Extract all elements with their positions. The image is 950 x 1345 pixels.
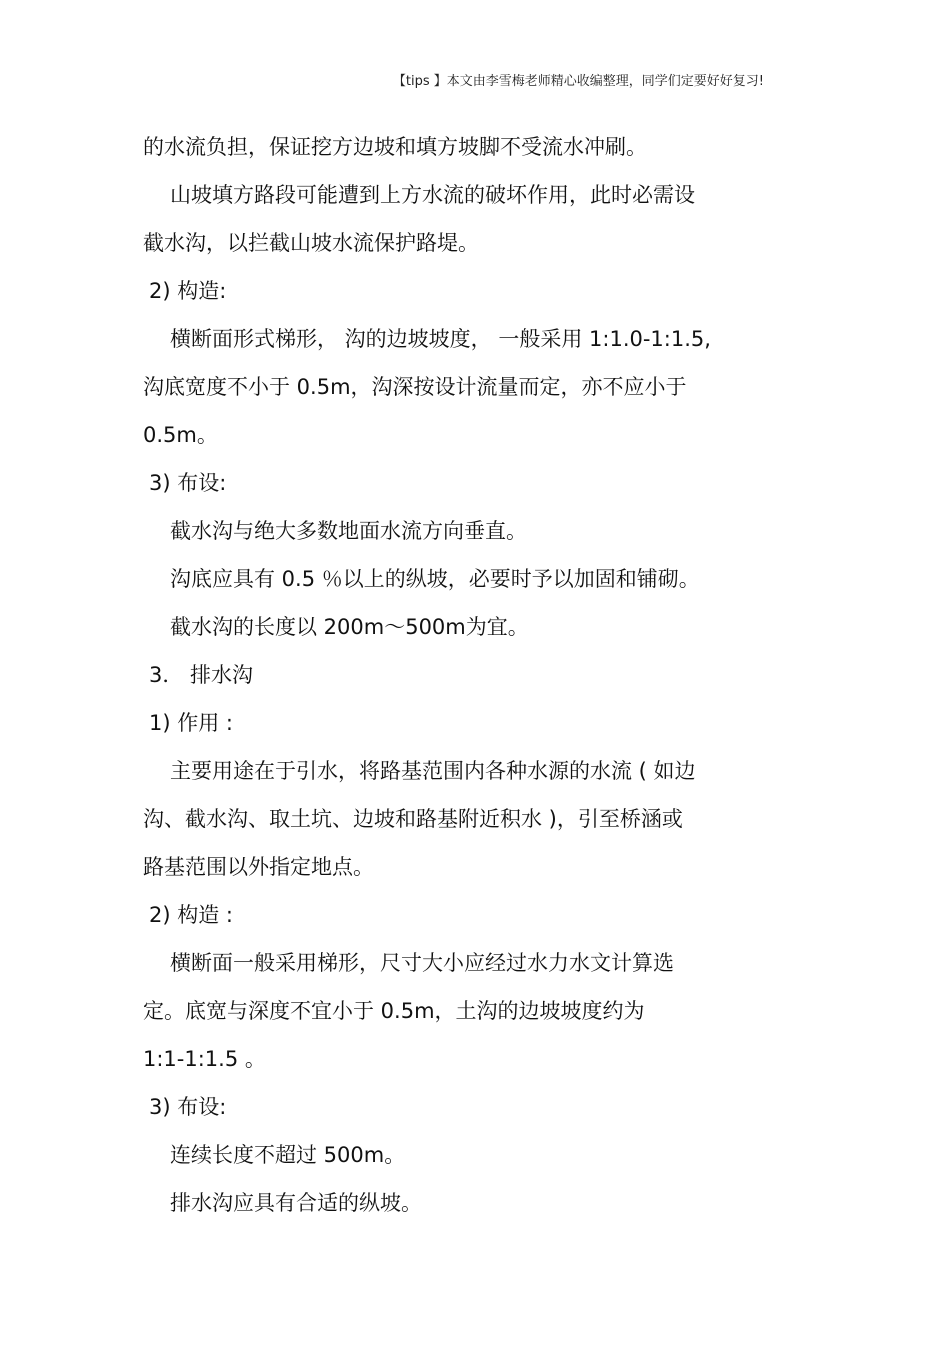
section-heading: 3) 布设: [149,1095,227,1119]
section-heading: 3． 排水沟 [149,663,254,687]
text-line: 0.5m。 [143,423,218,447]
text-line: 横断面形式梯形， 沟的边坡坡度， 一般采用 1:1.0-1:1.5, [170,327,711,351]
section-heading: 2) 构造 : [149,903,233,927]
section-heading: 1) 作用 : [149,711,233,735]
text-line: 截水沟的长度以 200m～500m为宜。 [170,615,529,639]
text-line: 沟底应具有 0.5 ％以上的纵坡，必要时予以加固和铺砌。 [170,567,700,591]
text-line: 横断面一般采用梯形，尺寸大小应经过水力水文计算选 [170,951,674,975]
text-line: 定。底宽与深度不宜小于 0.5m，土沟的边坡坡度约为 [143,999,645,1023]
text-line: 主要用途在于引水，将路基范围内各种水源的水流 ( 如边 [170,759,696,783]
text-line: 截水沟，以拦截山坡水流保护路堤。 [143,231,479,255]
text-line: 路基范围以外指定地点。 [143,855,374,879]
text-line: 的水流负担，保证挖方边坡和填方坡脚不受流水冲刷。 [143,135,647,159]
text-line: 1:1-1:1.5 。 [143,1047,266,1071]
text-line: 沟底宽度不小于 0.5m，沟深按设计流量而定，亦不应小于 [143,375,687,399]
text-line: 连续长度不超过 500m。 [170,1143,406,1167]
header-tip: 【tips 】本文由李雪梅老师精心收编整理，同学们定要好好复习! [392,74,764,89]
text-line: 沟、截水沟、取土坑、边坡和路基附近积水 )，引至桥涵或 [143,807,683,831]
text-line: 截水沟与绝大多数地面水流方向垂直。 [170,519,527,543]
section-heading: 2) 构造: [149,279,227,303]
text-line: 排水沟应具有合适的纵坡。 [170,1191,422,1215]
section-heading: 3) 布设: [149,471,227,495]
text-line: 山坡填方路段可能遭到上方水流的破坏作用，此时必需设 [170,183,695,207]
